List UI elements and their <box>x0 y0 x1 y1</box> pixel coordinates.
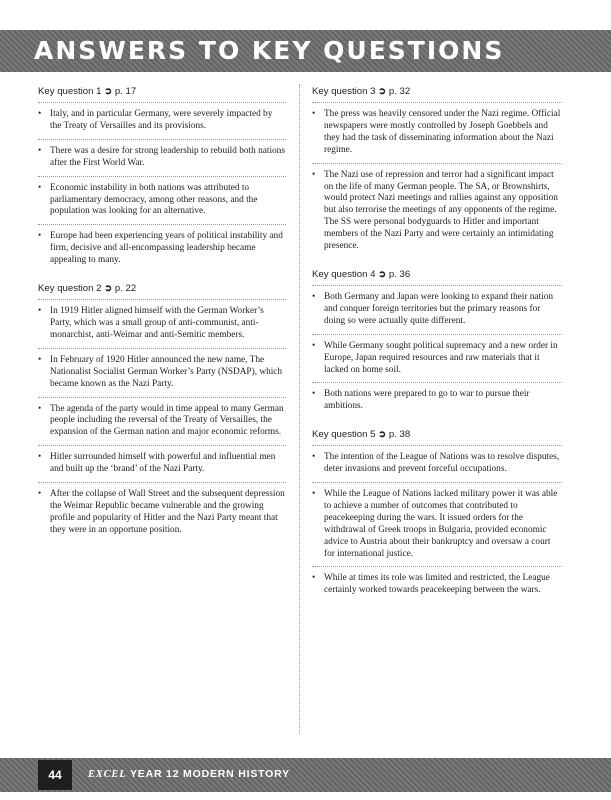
answer-text: There was a desire for strong leadership to rebuild both nations after the First World War. <box>50 145 285 168</box>
answer-text: The Nazi use of repression and terror had a significant impact on the life of many German people. The SA, or Brownshirts, would protect Nazi meetings and rallies against any opposition but also terrorise the meetings of any opponents of the regime. The SS were personal bodyguards to Hitler and important members of the Nazi Party and were certainly an intimidating presence. <box>324 169 558 252</box>
arrow-icon: ➲ <box>378 429 387 441</box>
answer-text: In 1919 Hitler aligned himself with the German Worker’s Party, which was a small group of anti-communist, anti-monarchist, anti-Weimar and anti-Semitic members. <box>50 306 264 340</box>
bullet-icon: • <box>312 573 316 584</box>
answer-item <box>38 177 286 226</box>
answer-text: In February of 1920 Hitler announced the new name, The Nationalist Socialist German Worker’s Party (NSDAP), which became known as the Nazi Party. <box>50 354 283 389</box>
key-question-heading <box>38 281 286 300</box>
bullet-icon: • <box>312 452 316 463</box>
answer-list <box>312 446 562 603</box>
page-reference: p. 36 <box>388 268 411 280</box>
bullet-icon: • <box>312 291 316 302</box>
page-number: 44 <box>38 760 72 790</box>
answer-item <box>38 483 286 543</box>
answer-text: Economic instability in both nations was attributed to parliamentary democracy, among other reasons, and the population was looking for an alternative. <box>50 182 258 217</box>
key-question-label: Key question 1 <box>38 86 102 97</box>
answer-item <box>312 567 562 603</box>
bullet-icon: • <box>38 306 42 317</box>
bullet-icon: • <box>38 354 42 365</box>
answer-item <box>312 446 562 483</box>
answer-item <box>38 103 286 140</box>
bullet-icon: • <box>38 182 42 193</box>
answer-item <box>38 140 286 177</box>
answer-text: While the League of Nations lacked military power it was able to achieve a number of outcomes that contributed to peacekeeping during the wars. It issued orders for the withdrawal of Greek troops in Bulgaria, provided economic advice to Austria about their bankruptcy and oversaw a court for international justice. <box>324 489 558 559</box>
answer-list <box>38 103 286 273</box>
page-title: ANSWERS TO KEY QUESTIONS <box>34 36 505 65</box>
answer-text: Italy, and in particular Germany, were severely impacted by the Treaty of Versailles and its provisions. <box>50 109 273 131</box>
arrow-icon: ➲ <box>104 283 113 295</box>
answer-item <box>38 446 286 483</box>
right-column <box>312 84 562 603</box>
answer-item <box>312 286 562 335</box>
arrow-icon: ➲ <box>104 86 113 97</box>
answer-text: The press was heavily censored under the Nazi regime. Official newspapers were mostly controlled by Joseph Goebbels and they had the task of disseminating information about the Nazi regime. <box>324 109 561 155</box>
answer-list <box>312 103 562 259</box>
arrow-icon: ➲ <box>378 86 387 97</box>
answer-item <box>312 335 562 384</box>
answer-text: After the collapse of Wall Street and the subsequent depression the Weimar Republic became vulnerable and the growing profile and popularity of Hitler and the Nazi Party meant that they were in an opportune position. <box>50 489 285 535</box>
answer-text: While at times its role was limited and restricted, the League certainly worked towards peacekeeping between the wars. <box>324 573 550 596</box>
column-divider <box>299 84 300 734</box>
bullet-icon: • <box>38 145 42 156</box>
answer-item <box>312 383 562 419</box>
answer-list <box>312 286 562 419</box>
answer-text: Europe had been experiencing years of political instability and firm, decisive and all-encompassing leadership became appealing to many. <box>50 231 283 266</box>
answer-item <box>312 164 562 259</box>
bullet-icon: • <box>38 109 42 119</box>
answer-text: Both Germany and Japan were looking to expand their nation and conquer foreign territories but the primary reasons for doing so were actually quite different. <box>324 291 554 326</box>
page-reference: p. 32 <box>388 86 411 97</box>
answer-item <box>38 300 286 349</box>
brand-name: EXCEL <box>88 769 127 780</box>
answer-text: The intention of the League of Nations was to resolve disputes, deter invasions and prevent forceful occupations. <box>324 452 560 475</box>
key-question-heading <box>38 84 286 103</box>
answer-text: Both nations were prepared to go to war to pursue their ambitions. <box>324 389 530 412</box>
book-subtitle: YEAR 12 MODERN HISTORY <box>129 768 290 780</box>
bullet-icon: • <box>312 489 316 500</box>
key-question-label: Key question 2 <box>38 283 102 295</box>
key-question-heading <box>312 427 562 446</box>
bullet-icon: • <box>312 109 316 119</box>
bullet-icon: • <box>38 403 42 414</box>
key-question-label: Key question 3 <box>312 86 376 97</box>
answer-text: The agenda of the party would in time appeal to many German people including the reversal of the Treaty of Versailles, the expansion of the German nation and major economic reforms. <box>50 403 284 438</box>
key-question-heading <box>312 267 562 286</box>
answer-text: Hitler surrounded himself with powerful and influential men and built up the ‘brand’ of the Nazi Party. <box>50 452 276 475</box>
key-question-heading <box>312 84 562 103</box>
bullet-icon: • <box>312 389 316 400</box>
page-reference: p. 38 <box>388 429 411 441</box>
key-question-label: Key question 4 <box>312 268 376 280</box>
key-question-label: Key question 5 <box>312 429 376 441</box>
page-reference: p. 22 <box>114 283 137 295</box>
bullet-icon: • <box>312 169 316 180</box>
arrow-icon: ➲ <box>378 268 387 280</box>
answer-text: While Germany sought political supremacy and a new order in Europe, Japan required resources and raw materials that it lacked on home soil. <box>324 340 558 375</box>
bullet-icon: • <box>38 231 42 242</box>
answer-item <box>38 349 286 398</box>
answer-item <box>38 398 286 447</box>
footer-title <box>88 768 290 780</box>
left-column <box>38 84 286 543</box>
bullet-icon: • <box>38 489 42 500</box>
answer-item <box>312 103 562 164</box>
answer-list <box>38 300 286 543</box>
page-reference: p. 17 <box>114 86 137 97</box>
bullet-icon: • <box>38 452 42 463</box>
answer-item <box>38 225 286 273</box>
bullet-icon: • <box>312 340 316 351</box>
answer-item <box>312 483 562 567</box>
